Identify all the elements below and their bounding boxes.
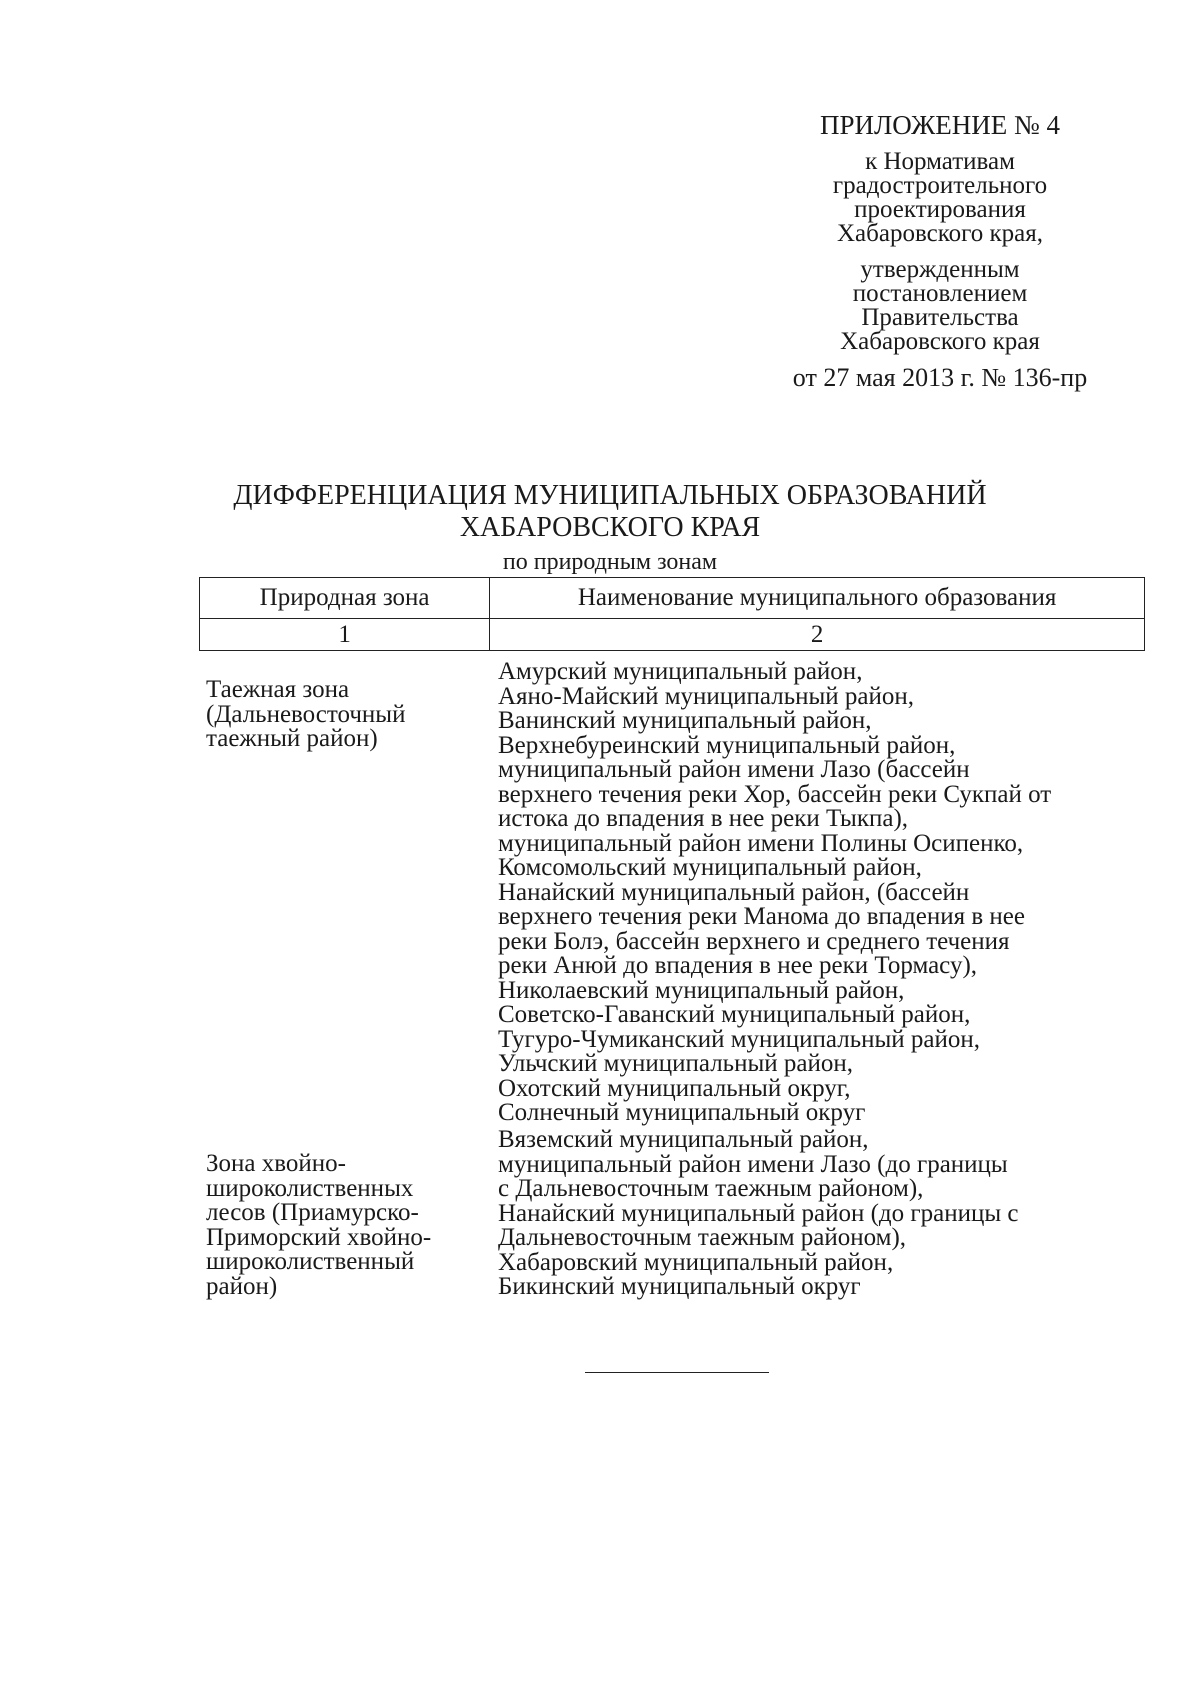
appendix-line: Правительства — [861, 304, 1019, 331]
appendix-date: от 27 мая 2013 г. № 136-пр — [792, 363, 1088, 392]
list-item: Аяно-Майский муниципальный район, — [498, 682, 915, 710]
header-municipality-name: Наименование муниципального образования — [490, 578, 1145, 619]
zone-line: Зона хвойно- — [206, 1150, 346, 1177]
zone-line: (Дальневосточный — [206, 700, 406, 728]
list-item: Нанайский муниципальный район, (бассейн — [498, 878, 970, 906]
list-item: Вяземский муниципальный район, — [498, 1126, 869, 1153]
title-line-2: ХАБАРОВСКОГО КРАЯ — [459, 512, 761, 543]
zone-mixed-forest — [206, 1152, 466, 1299]
header-natural-zone: Природная зона — [200, 578, 490, 619]
zone-line: Таежная зона — [206, 676, 350, 703]
zone-line: лесов (Приамурско- — [206, 1199, 419, 1226]
appendix-block — [770, 110, 1110, 390]
list-item: Бикинский муниципальный округ — [498, 1273, 861, 1300]
list-item: Охотский муниципальный округ, — [498, 1074, 851, 1102]
list-item: Тугуро-Чумиканский муниципальный район, — [498, 1025, 981, 1053]
list-item: реки Анюй до впадения в нее реки Тормасу), — [498, 952, 978, 979]
municipality-list-mixed-forest — [498, 1128, 1138, 1300]
list-item: Советско-Гаванский муниципальный район, — [498, 1001, 971, 1028]
list-item: Ванинский муниципальный район, — [498, 707, 872, 734]
title-line-1: ДИФФЕРЕНЦИАЦИЯ МУНИЦИПАЛЬНЫХ ОБРАЗОВАНИЙ — [233, 480, 987, 511]
table-column-number-row — [200, 619, 1145, 651]
appendix-line: утвержденным — [860, 256, 1020, 283]
list-item: с Дальневосточным таежным районом), — [498, 1175, 924, 1202]
appendix-line: градостроительного — [832, 172, 1048, 199]
appendix-line: Хабаровского края, — [837, 220, 1043, 247]
list-item: Николаевский муниципальный район, — [498, 976, 905, 1004]
appendix-line: постановлением — [852, 280, 1028, 307]
appendix-heading: ПРИЛОЖЕНИЕ № 4 — [819, 110, 1061, 140]
closing-divider — [585, 1372, 769, 1373]
zones-table — [199, 577, 1145, 651]
zone-line: таежный район) — [206, 725, 378, 752]
appendix-line: Хабаровского края — [840, 328, 1040, 355]
appendix-line: к Нормативам — [865, 148, 1015, 175]
table-header-row — [200, 578, 1145, 619]
list-item: Верхнебуреинский муниципальный район, — [498, 731, 956, 759]
list-item: Хабаровский муниципальный район, — [498, 1248, 894, 1276]
document-subtitle: по природным зонам — [502, 549, 718, 575]
list-item: Комсомольский муниципальный район, — [498, 854, 922, 881]
municipality-list-taiga — [498, 660, 1138, 1126]
zone-line: широколиственных — [206, 1174, 414, 1202]
list-item: верхнего течения реки Манома до впадения в нее — [498, 903, 1025, 930]
list-item: истока до впадения в нее реки Тыкпа), — [498, 805, 909, 832]
list-item: Амурский муниципальный район, — [498, 658, 863, 685]
column-number-2: 2 — [490, 619, 1145, 651]
zone-line: широколиственный — [206, 1248, 415, 1275]
document-title — [180, 480, 1040, 544]
list-item: Дальневосточным таежным районом), — [498, 1224, 907, 1251]
appendix-line: проектирования — [854, 196, 1026, 223]
list-item: муниципальный район имени Лазо (бассейн — [498, 756, 970, 783]
list-item: муниципальный район имени Полины Осипенко, — [498, 829, 1024, 857]
zone-line: Приморский хвойно- — [206, 1223, 432, 1251]
list-item: Солнечный муниципальный округ — [498, 1099, 866, 1126]
zone-line: район) — [206, 1272, 278, 1300]
list-item: Ульчский муниципальный район, — [498, 1050, 853, 1077]
column-number-1: 1 — [200, 619, 490, 651]
zone-taiga — [206, 678, 466, 752]
list-item: реки Болэ, бассейн верхнего и среднего течения — [498, 927, 1010, 955]
list-item: верхнего течения реки Хор, бассейн реки Сукпай от — [498, 780, 1052, 808]
list-item: Нанайский муниципальный район (до границы с — [498, 1199, 1019, 1227]
list-item: муниципальный район имени Лазо (до границы — [498, 1150, 1008, 1178]
